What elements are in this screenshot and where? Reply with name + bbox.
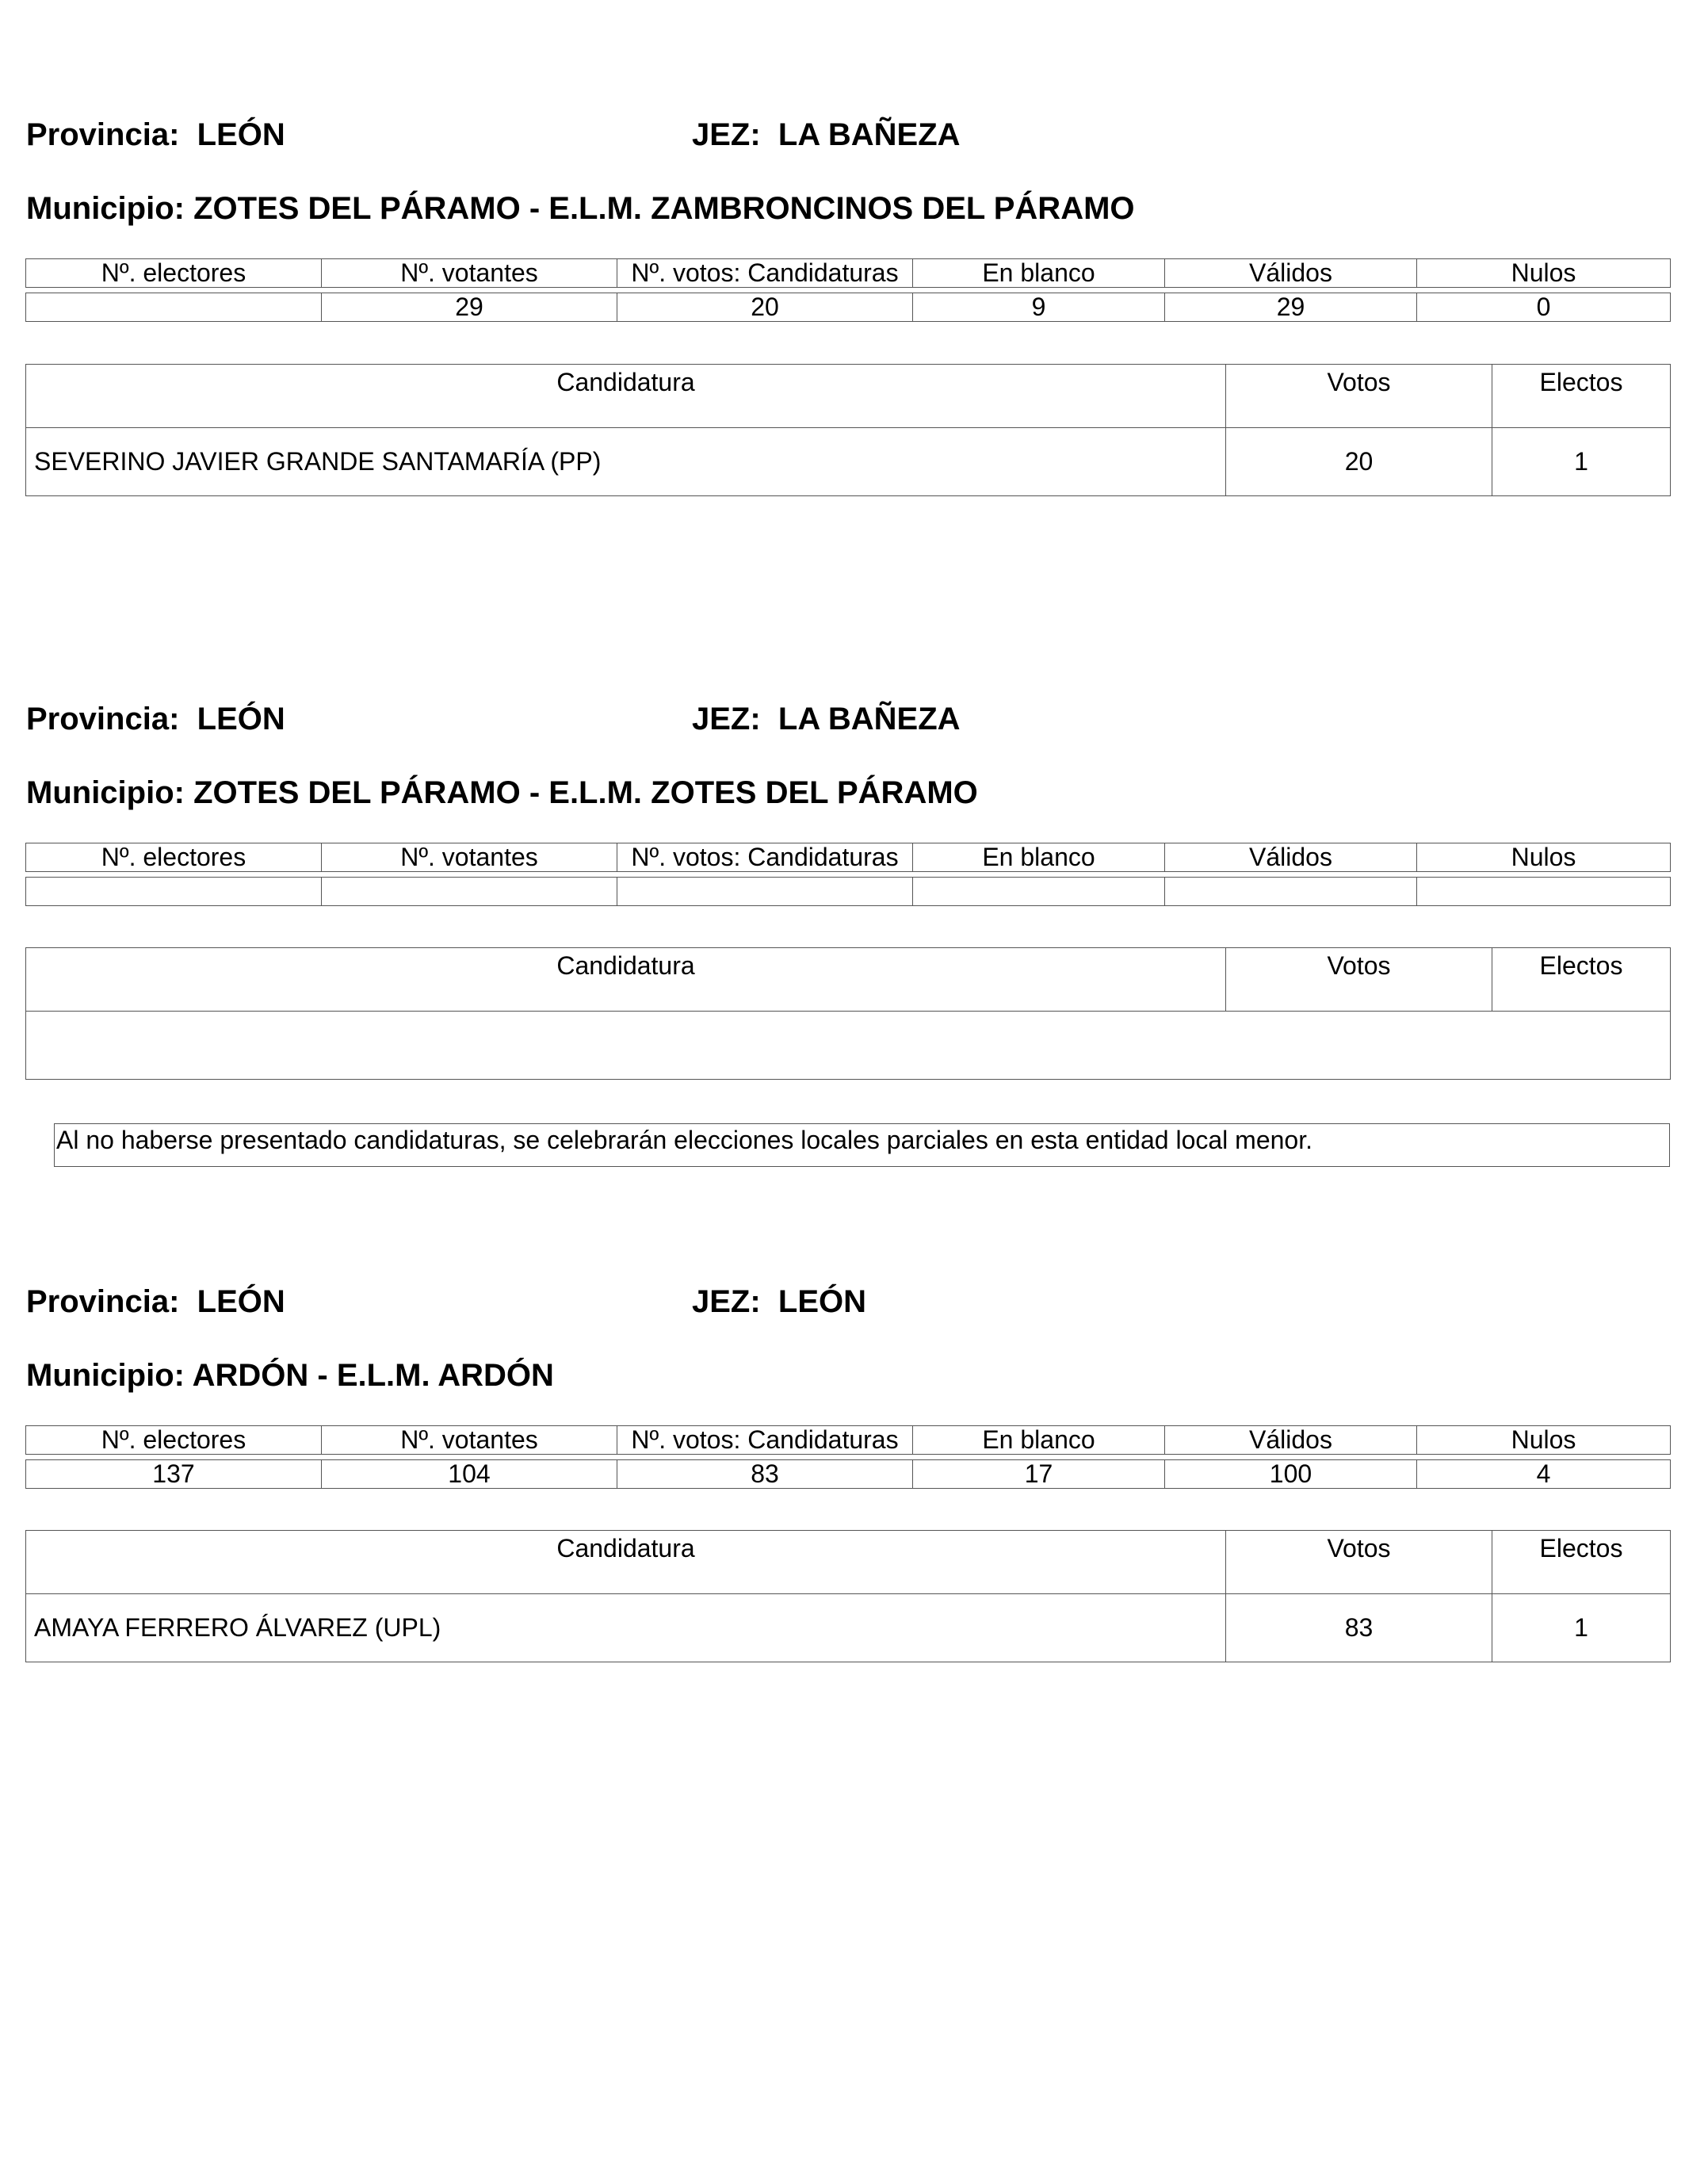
stats-values-row (26, 878, 1671, 906)
header-votos: Votos (1226, 365, 1492, 428)
header-candidatura: Candidatura (26, 365, 1226, 428)
header-nulos: Nulos (1417, 843, 1671, 872)
header-nulos: Nulos (1417, 1426, 1671, 1455)
candidates-header-row (26, 948, 1671, 1012)
value-votantes (322, 878, 617, 906)
value-validos: 29 (1165, 293, 1417, 322)
candidates-table (25, 947, 1671, 1080)
stats-header-row (26, 259, 1671, 288)
candidate-votos: 20 (1226, 428, 1492, 496)
candidates-table (25, 364, 1671, 496)
stats-header-row (26, 843, 1671, 872)
jez-label: JEZ: LA BAÑEZA (692, 117, 961, 152)
provincia-value: LEÓN (197, 1284, 285, 1319)
header-en-blanco: En blanco (913, 259, 1165, 288)
value-nulos: 0 (1417, 293, 1671, 322)
value-votos-candidaturas (617, 878, 913, 906)
municipio-title: Municipio: ARDÓN - E.L.M. ARDÓN (26, 1358, 554, 1393)
header-validos: Válidos (1165, 1426, 1417, 1455)
value-en-blanco: 17 (913, 1460, 1165, 1489)
jez-value: LA BAÑEZA (778, 117, 961, 152)
candidate-electos: 1 (1492, 428, 1671, 496)
value-votantes: 29 (322, 293, 617, 322)
municipio-value: ZOTES DEL PÁRAMO - E.L.M. ZAMBRONCINOS DEL PÁRAMO (193, 191, 1135, 226)
header-votos-candidaturas: Nº. votos: Candidaturas (617, 1426, 913, 1455)
value-nulos (1417, 878, 1671, 906)
municipio-value: ZOTES DEL PÁRAMO - E.L.M. ZOTES DEL PÁRAMO (193, 775, 978, 810)
candidate-name: SEVERINO JAVIER GRANDE SANTAMARÍA (PP) (26, 428, 1226, 496)
header-validos: Válidos (1165, 843, 1417, 872)
value-en-blanco (913, 878, 1165, 906)
header-votos: Votos (1226, 1531, 1492, 1594)
provincia-value: LEÓN (197, 702, 285, 736)
stats-table (25, 258, 1671, 322)
provincia-label: Provincia: LEÓN (26, 117, 285, 152)
candidate-name (26, 1012, 1671, 1080)
candidate-row (26, 428, 1671, 496)
jez-value: LEÓN (778, 1284, 867, 1319)
value-validos: 100 (1165, 1460, 1417, 1489)
header-candidatura: Candidatura (26, 1531, 1226, 1594)
value-validos (1165, 878, 1417, 906)
header-votantes: Nº. votantes (322, 259, 617, 288)
stats-values-row (26, 293, 1671, 322)
value-votos-candidaturas: 20 (617, 293, 913, 322)
header-electores: Nº. electores (26, 843, 322, 872)
candidate-row (26, 1012, 1671, 1080)
candidates-table (25, 1530, 1671, 1662)
jez-label: JEZ: LEÓN (692, 1284, 867, 1319)
jez-label: JEZ: LA BAÑEZA (692, 702, 961, 736)
notice-box: Al no haberse presentado candidaturas, se celebrarán elecciones locales parciales en esta entidad local menor. (54, 1123, 1670, 1167)
header-votantes: Nº. votantes (322, 843, 617, 872)
header-en-blanco: En blanco (913, 843, 1165, 872)
candidate-name: AMAYA FERRERO ÁLVAREZ (UPL) (26, 1594, 1226, 1662)
stats-header-row (26, 1426, 1671, 1455)
candidate-votos: 83 (1226, 1594, 1492, 1662)
jez-value: LA BAÑEZA (778, 702, 961, 736)
value-votos-candidaturas: 83 (617, 1460, 913, 1489)
candidates-header-row (26, 365, 1671, 428)
header-votos-candidaturas: Nº. votos: Candidaturas (617, 843, 913, 872)
header-electores: Nº. electores (26, 1426, 322, 1455)
header-nulos: Nulos (1417, 259, 1671, 288)
header-electos: Electos (1492, 1531, 1671, 1594)
header-en-blanco: En blanco (913, 1426, 1165, 1455)
header-candidatura: Candidatura (26, 948, 1226, 1012)
municipio-title: Municipio: ZOTES DEL PÁRAMO - E.L.M. ZAMBRONCINOS DEL PÁRAMO (26, 191, 1135, 226)
stats-table (25, 843, 1671, 906)
value-nulos: 4 (1417, 1460, 1671, 1489)
stats-values-row (26, 1460, 1671, 1489)
header-votos-candidaturas: Nº. votos: Candidaturas (617, 259, 913, 288)
provincia-label: Provincia: LEÓN (26, 702, 285, 736)
header-electos: Electos (1492, 948, 1671, 1012)
candidate-electos: 1 (1492, 1594, 1671, 1662)
value-electores (26, 878, 322, 906)
value-electores (26, 293, 322, 322)
value-votantes: 104 (322, 1460, 617, 1489)
provincia-label: Provincia: LEÓN (26, 1284, 285, 1319)
candidate-row (26, 1594, 1671, 1662)
value-electores: 137 (26, 1460, 322, 1489)
header-electos: Electos (1492, 365, 1671, 428)
stats-table (25, 1425, 1671, 1489)
header-votos: Votos (1226, 948, 1492, 1012)
candidates-header-row (26, 1531, 1671, 1594)
value-en-blanco: 9 (913, 293, 1165, 322)
municipio-title: Municipio: ZOTES DEL PÁRAMO - E.L.M. ZOTES DEL PÁRAMO (26, 775, 978, 810)
provincia-value: LEÓN (197, 117, 285, 152)
header-electores: Nº. electores (26, 259, 322, 288)
header-validos: Válidos (1165, 259, 1417, 288)
municipio-value: ARDÓN - E.L.M. ARDÓN (192, 1358, 554, 1393)
header-votantes: Nº. votantes (322, 1426, 617, 1455)
